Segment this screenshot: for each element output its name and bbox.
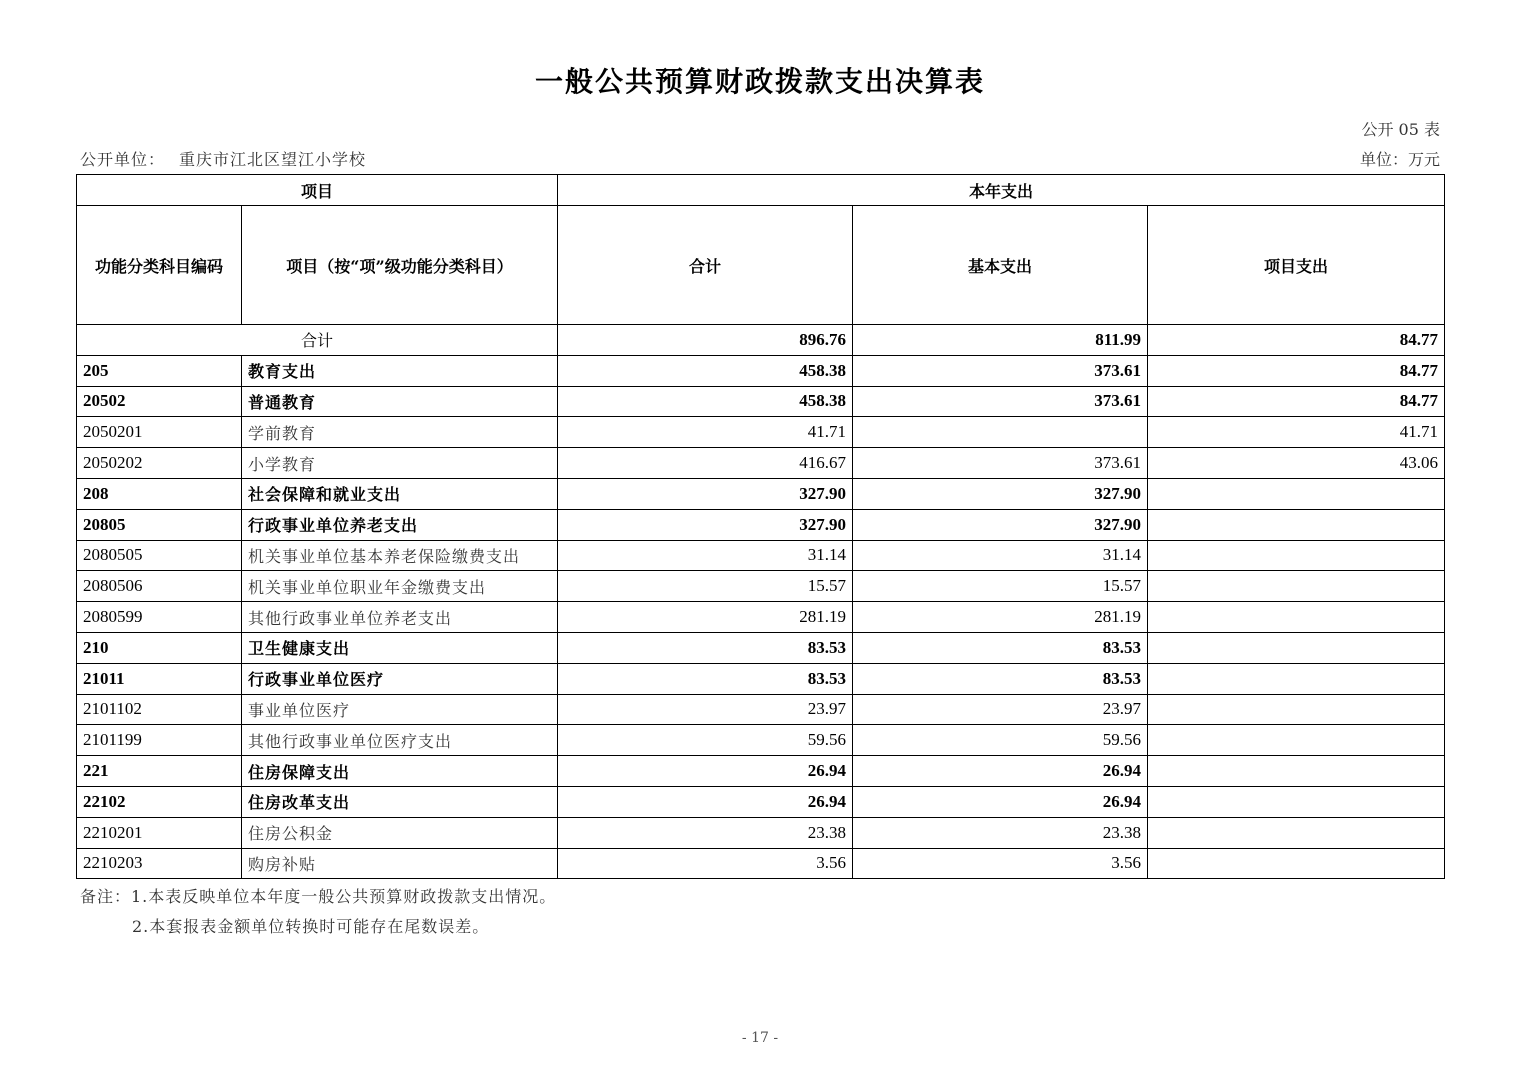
notes	[80, 882, 556, 942]
table-row	[77, 663, 1445, 694]
row-total: 23.38	[558, 817, 853, 848]
row-total: 281.19	[558, 602, 853, 633]
row-basic: 26.94	[853, 756, 1148, 787]
reporting-unit	[80, 147, 366, 170]
row-code: 22102	[77, 786, 242, 817]
row-code: 205	[77, 355, 242, 386]
row-name: 其他行政事业单位医疗支出	[242, 725, 558, 756]
row-total: 3.56	[558, 848, 853, 879]
row-total: 83.53	[558, 663, 853, 694]
unit-label: 公开单位：	[80, 150, 166, 169]
row-project	[1148, 478, 1445, 509]
row-code: 20502	[77, 386, 242, 417]
total-amount: 896.76	[558, 325, 853, 356]
row-project	[1148, 602, 1445, 633]
row-name: 购房补贴	[242, 848, 558, 879]
header-code: 功能分类科目编码	[77, 206, 242, 325]
row-total: 59.56	[558, 725, 853, 756]
row-code: 221	[77, 756, 242, 787]
row-project	[1148, 663, 1445, 694]
row-basic: 59.56	[853, 725, 1148, 756]
row-name: 机关事业单位基本养老保险缴费支出	[242, 540, 558, 571]
row-code: 208	[77, 478, 242, 509]
row-basic: 327.90	[853, 478, 1148, 509]
table-row	[77, 632, 1445, 663]
header-total: 合计	[558, 206, 853, 325]
row-basic: 83.53	[853, 632, 1148, 663]
row-total: 458.38	[558, 355, 853, 386]
header-row-2	[77, 206, 1445, 325]
row-name: 住房保障支出	[242, 756, 558, 787]
row-basic: 23.97	[853, 694, 1148, 725]
row-name: 机关事业单位职业年金缴费支出	[242, 571, 558, 602]
row-project: 84.77	[1148, 386, 1445, 417]
table-row	[77, 417, 1445, 448]
table-row	[77, 571, 1445, 602]
row-basic: 373.61	[853, 386, 1148, 417]
row-project	[1148, 571, 1445, 602]
row-name: 行政事业单位养老支出	[242, 509, 558, 540]
row-project	[1148, 632, 1445, 663]
total-basic: 811.99	[853, 325, 1148, 356]
row-project	[1148, 725, 1445, 756]
row-total: 26.94	[558, 786, 853, 817]
row-project	[1148, 848, 1445, 879]
row-basic: 281.19	[853, 602, 1148, 633]
row-basic: 373.61	[853, 448, 1148, 479]
header-project: 项目支出	[1148, 206, 1445, 325]
row-name: 其他行政事业单位养老支出	[242, 602, 558, 633]
table-row	[77, 355, 1445, 386]
table-row	[77, 725, 1445, 756]
table-row	[77, 602, 1445, 633]
row-basic: 23.38	[853, 817, 1148, 848]
table-row	[77, 448, 1445, 479]
row-basic: 373.61	[853, 355, 1148, 386]
row-code: 2101199	[77, 725, 242, 756]
page-number: - 17 -	[741, 1030, 779, 1046]
currency-unit: 单位：万元	[1359, 150, 1440, 169]
row-basic: 327.90	[853, 509, 1148, 540]
row-basic: 15.57	[853, 571, 1148, 602]
row-total: 327.90	[558, 478, 853, 509]
row-project	[1148, 756, 1445, 787]
row-name: 住房公积金	[242, 817, 558, 848]
table-row	[77, 694, 1445, 725]
row-total: 327.90	[558, 509, 853, 540]
table-row	[77, 478, 1445, 509]
total-label: 合计	[77, 325, 558, 356]
row-total: 41.71	[558, 417, 853, 448]
expenditure-table	[76, 174, 1445, 879]
row-basic	[853, 417, 1148, 448]
row-code: 2210203	[77, 848, 242, 879]
table-row	[77, 540, 1445, 571]
row-project	[1148, 509, 1445, 540]
row-project: 43.06	[1148, 448, 1445, 479]
row-code: 20805	[77, 509, 242, 540]
row-project	[1148, 786, 1445, 817]
table-row	[77, 848, 1445, 879]
header-row-1	[77, 175, 1445, 206]
page-title: 一般公共预算财政拨款支出决算表	[534, 65, 985, 98]
row-name: 行政事业单位医疗	[242, 663, 558, 694]
row-name: 住房改革支出	[242, 786, 558, 817]
row-name: 小学教育	[242, 448, 558, 479]
table-row	[77, 386, 1445, 417]
total-row	[77, 325, 1445, 356]
row-project	[1148, 817, 1445, 848]
table-row	[77, 817, 1445, 848]
unit-name: 重庆市江北区望江小学校	[179, 150, 367, 169]
row-code: 2080505	[77, 540, 242, 571]
form-id: 公开 05 表	[1361, 120, 1440, 139]
row-total: 15.57	[558, 571, 853, 602]
row-total: 23.97	[558, 694, 853, 725]
row-name: 卫生健康支出	[242, 632, 558, 663]
row-code: 2210201	[77, 817, 242, 848]
row-name: 事业单位医疗	[242, 694, 558, 725]
row-total: 416.67	[558, 448, 853, 479]
header-current-year: 本年支出	[558, 175, 1445, 206]
header-basic: 基本支出	[853, 206, 1148, 325]
row-name: 社会保障和就业支出	[242, 478, 558, 509]
row-name: 学前教育	[242, 417, 558, 448]
row-name: 教育支出	[242, 355, 558, 386]
row-basic: 31.14	[853, 540, 1148, 571]
row-code: 2080506	[77, 571, 242, 602]
row-code: 2101102	[77, 694, 242, 725]
row-project: 84.77	[1148, 355, 1445, 386]
table-row	[77, 509, 1445, 540]
row-project	[1148, 540, 1445, 571]
row-total: 31.14	[558, 540, 853, 571]
row-basic: 3.56	[853, 848, 1148, 879]
header-item: 项目	[77, 175, 558, 206]
row-code: 2050202	[77, 448, 242, 479]
row-total: 83.53	[558, 632, 853, 663]
note-1: 备注：1.本表反映单位本年度一般公共预算财政拨款支出情况。	[80, 887, 557, 906]
row-project	[1148, 694, 1445, 725]
row-code: 21011	[77, 663, 242, 694]
row-total: 458.38	[558, 386, 853, 417]
row-project: 41.71	[1148, 417, 1445, 448]
row-total: 26.94	[558, 756, 853, 787]
table-row	[77, 756, 1445, 787]
row-basic: 83.53	[853, 663, 1148, 694]
note-2: 2.本套报表金额单位转换时可能存在尾数误差。	[132, 917, 490, 936]
table-row	[77, 786, 1445, 817]
header-name: 项目（按“项”级功能分类科目）	[242, 206, 558, 325]
row-code: 210	[77, 632, 242, 663]
row-code: 2050201	[77, 417, 242, 448]
total-project: 84.77	[1148, 325, 1445, 356]
row-basic: 26.94	[853, 786, 1148, 817]
row-code: 2080599	[77, 602, 242, 633]
row-name: 普通教育	[242, 386, 558, 417]
